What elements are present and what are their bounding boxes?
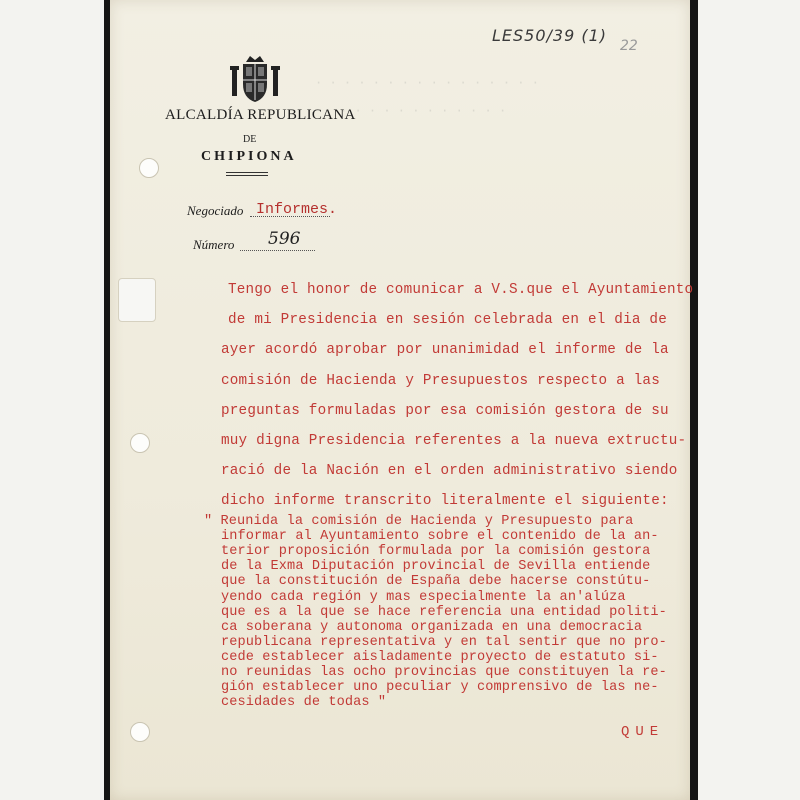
numero-dotted-line <box>240 250 315 251</box>
body-line: de mi Presidencia en sesión celebrada en el dia de <box>228 312 667 329</box>
body-line: muy digna Presidencia referentes a la nueva extructu- <box>221 433 687 449</box>
letterhead-town: CHIPIONA <box>201 149 297 164</box>
punch-hole-top <box>139 158 159 178</box>
quote-line: yendo cada región y mas especialmente la an'alúza <box>221 589 626 605</box>
punch-hole-bottom <box>130 722 150 742</box>
quote-line: cesidades de todas " <box>221 695 387 711</box>
negociado-value: Informes. <box>256 201 338 218</box>
punch-hole-middle <box>130 433 150 453</box>
negociado-label: Negociado <box>187 203 244 218</box>
coat-of-arms-icon <box>228 54 282 104</box>
archive-reference: LES50/39 (1) <box>492 26 608 45</box>
letterhead-rule <box>226 172 268 173</box>
paper-repair-patch <box>118 278 156 322</box>
quote-line: ca soberana y autonoma organizada en una democracia <box>221 619 643 635</box>
scan-edge-right <box>690 0 698 800</box>
body-line: ayer acordó aprobar por unanimidad el informe de la <box>221 342 669 359</box>
quote-line: terior proposición formulada por la comisión gestora <box>221 544 651 560</box>
numero-label: Número <box>193 237 235 252</box>
letterhead-rule <box>226 175 268 176</box>
quote-line: no reunidas las ocho provincias que constituyen la re- <box>221 665 667 680</box>
quote-line: gión establecer uno peculiar y comprensivo de las ne- <box>221 680 659 696</box>
quote-line: de la Exma Diputación provincial de Sevilla entiende <box>221 559 651 575</box>
bleed-through: · · · · · · · · · · · · · · · · <box>315 76 539 90</box>
quote-line: que la constitución de España debe hacerse constútu- <box>221 574 651 590</box>
quote-line: cede establecer aisladamente proyecto de estatuto si- <box>221 649 659 665</box>
body-line: dicho informe transcrito literalmente el siguiente: <box>221 493 669 510</box>
quote-line: " Reunida la comisión de Hacienda y Presupuesto para <box>204 514 634 529</box>
body-line: comisión de Hacienda y Presupuestos respecto a las <box>221 372 660 389</box>
body-line: ració de la Nación en el orden administrativo siendo <box>221 463 678 480</box>
archive-page-number: 22 <box>620 38 638 54</box>
quote-line: informar al Ayuntamiento sobre el contenido de la an- <box>221 529 659 545</box>
letterhead-title: ALCALDÍA REPUBLICANA <box>165 107 356 123</box>
body-line: Tengo el honor de comunicar a V.S.que el Ayuntamiento <box>228 282 694 298</box>
bleed-through: · · · · · · · · · · · · <box>340 104 507 118</box>
catchword: QUE <box>621 724 665 740</box>
scan-border-left <box>0 0 110 800</box>
numero-value: 596 <box>268 229 301 249</box>
quote-line: que es a la que se hace referencia una entidad politi- <box>221 604 667 620</box>
letterhead-de: DE <box>243 134 257 145</box>
body-line: preguntas formuladas por esa comisión gestora de su <box>221 402 669 419</box>
quote-line: republicana representativa y en tal sentir que no pro- <box>221 634 667 650</box>
